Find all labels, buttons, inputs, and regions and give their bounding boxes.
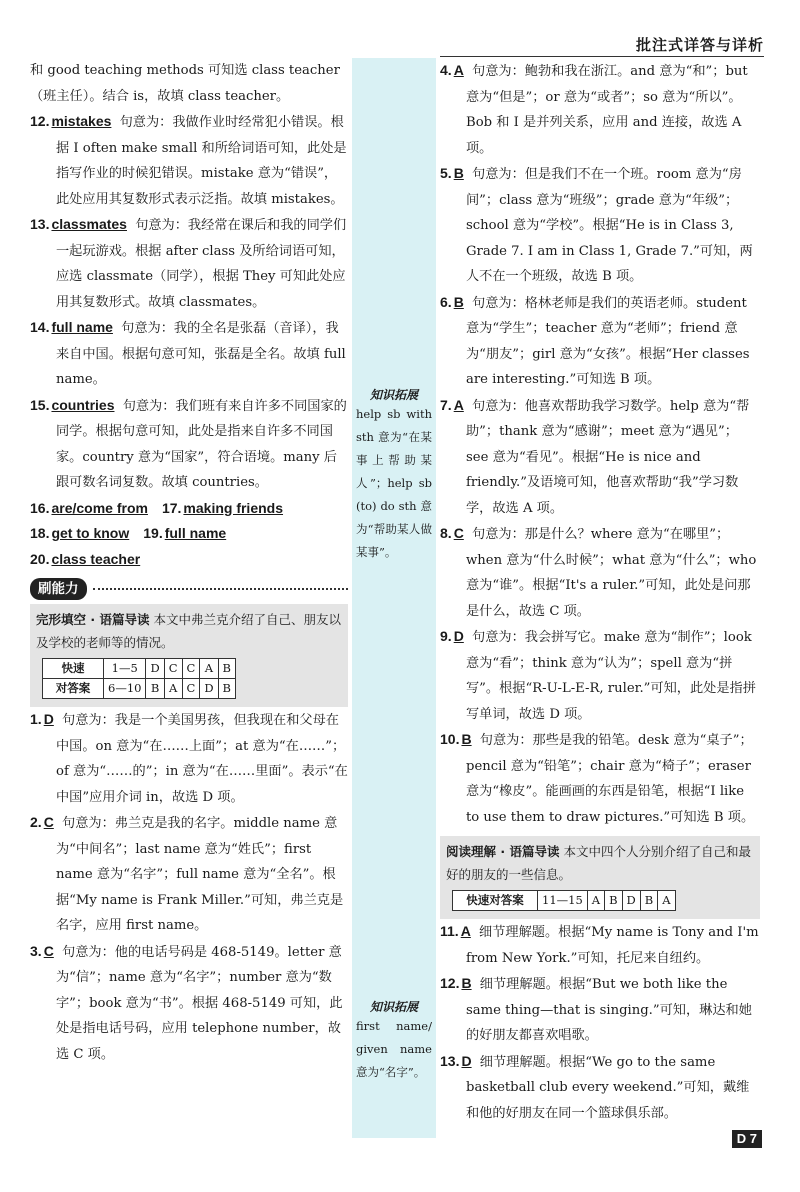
answer-11: 11. A 细节理解题。根据“My name is Tony and I'm from New York.”可知，托尼来自纽约。 — [440, 923, 759, 966]
answer-13-reading: 13. D 细节理解题。根据“We go to the same basketball club every weekend.”可知，戴维和他的好朋友在同一个篮球俱乐部。 — [440, 1052, 750, 1121]
reading-title: 阅读理解 · 语篇导读 — [446, 844, 560, 859]
answer-15: 15. countries 句意为：我们班有来自许多不同国家的同学。根据句意可知，此处是指来自许多不同国家。country 意为“国家”，符合语境。many 后跟可数名词复数。故填 countries。 — [30, 396, 347, 490]
reading-desc: 本文中四个人分别介绍了自己和最好的朋友的一些信息。 — [446, 844, 751, 882]
note-text-1: help sb with sth 意为“在某事上帮助某人”；help sb (to) do sth 意为“帮助某人做某事”。 — [356, 407, 432, 559]
answer-10: 10. B 句意为：那些是我的铅笔。desk 意为“桌子”；pencil 意为“铅笔”；chair 意为“椅子”；eraser 意为“橡皮”。能画画的东西是铅笔，根据“I like to use them to draw pictures.”可知选 B 项。 — [440, 731, 755, 825]
continued-text: 和 good teaching methods 可知选 class teacher（班主任）。结合 is，故填 class teacher。 — [30, 63, 340, 104]
answer-1: 1. D 句意为：我是一个美国男孩，但我现在和父母在中国。on 意为“在……上面”；at 意为“在……”；of 意为“……的”；in 意为“在……里面”。表示“在中国”应用介词 in，故选 D 项。 — [30, 711, 348, 805]
answers-18-19: 18. get to know 19. full name — [30, 525, 227, 541]
answer-9: 9. D 句意为：我会拼写它。make 意为“制作”；look 意为“看”；think 意为“认为”；spell 意为“拼写”。根据“R-U-L-E-R, ruler.”可知，此处是指拼写单词，故选 D 项。 — [440, 628, 756, 722]
answer-12-reading: 12. B 细节理解题。根据“But we both like the same thing—that is singing.”可知，琳达和她的好朋友都喜欢唱歌。 — [440, 975, 752, 1043]
cloze-title: 完形填空 · 语篇导读 — [36, 612, 150, 627]
dotted-divider — [93, 588, 349, 590]
header-rule — [440, 56, 764, 57]
table-row: 对答案 6—10 B A C D B — [43, 679, 236, 699]
table-row: 快速对答案 11—15 A B D B A — [453, 891, 676, 911]
knowledge-note-1 — [352, 386, 436, 564]
cloze-guide — [30, 604, 348, 707]
section-heading — [30, 578, 348, 600]
answer-5: 5. B 句意为：但是我们不在一个班。room 意为“房间”；class 意为“班级”；grade 意为“年级”；school 意为“学校”。根据“He is in Class 3, Grade 7. I am in Class 1, Grade 7.”可知，两人不在一个班级，故选 B 项。 — [440, 165, 753, 284]
note-title-2: 知识拓展 — [369, 1000, 418, 1014]
answer-14: 14. full name 句意为：我的全名是张磊（音译），我来自中国。根据句意可知，张磊是全名。故填 full name。 — [30, 319, 346, 387]
answer-2: 2. C 句意为：弗兰克是我的名字。middle name 意为“中间名”；last name 意为“姓氏”；first name 意为“名字”；full name 意为“全名”。根据“My name is Frank Miller.”可知，弗兰克是名字，应用 first name。 — [30, 814, 344, 933]
table-row: 快速 1—5 D C C A B — [43, 659, 236, 679]
section-badge: 刷能力 — [30, 578, 87, 600]
answer-3: 3. C 句意为：他的电话号码是 468-5149。letter 意为“信”；name 意为“名字”；number 意为“数字”；book 意为“书”。根据 468-5149 可知，此处是指电话号码，应用 telephone number，故选 C 项。 — [30, 942, 343, 1062]
answer-8: 8. C 句意为：那是什么？where 意为“在哪里”；when 意为“什么时候”；what 意为“什么”；who 意为“谁”。根据“It's a ruler.”可知，此处是问那是什么，故选 C 项。 — [440, 525, 757, 619]
right-column — [440, 58, 760, 1126]
page-header: 批注式详答与详析 — [635, 36, 764, 54]
knowledge-note-2 — [352, 998, 436, 1084]
answer-13: 13. classmates 句意为：我经常在课后和我的同学们一起玩游戏。根据 after class 及所给词语可知，应选 classmate（同学），根据 They 可知此处应用其复数形式。故填 classmates。 — [30, 216, 347, 310]
cloze-desc: 本文中弗兰克介绍了自己、朋友以及学校的老师等的情况。 — [36, 612, 341, 650]
note-title-1: 知识拓展 — [369, 388, 418, 402]
answer-6: 6. B 句意为：格林老师是我们的英语老师。student 意为“学生”；teacher 意为“老师”；friend 意为“朋友”；girl 意为“女孩”。根据“Her classes are interesting.”可知选 B 项。 — [440, 293, 750, 387]
note-text-2: first name/ given name 意为“名字”。 — [356, 1019, 432, 1079]
answer-7: 7. A 句意为：他喜欢帮助我学习数学。help 意为“帮助”；thank 意为“感谢”；meet 意为“遇见”；see 意为“看见”。根据“He is nice and friendly.”及语境可知，他喜欢帮助“我”学习数学，故选 A 项。 — [440, 396, 750, 516]
reading-answer-table — [452, 890, 676, 911]
answer-20: 20. class teacher — [30, 550, 141, 567]
answer-12: 12. mistakes 句意为：我做作业时经常犯小错误。根据 I often make small 和所给词语可知，此处是指写作业的时候犯错误。mistake 意为“错误”，此处应用其复数形式表示泛指。故填 mistakes。 — [30, 113, 347, 207]
cloze-answer-table — [42, 658, 236, 699]
answer-4: 4. A 句意为：鲍勃和我在浙江。and 意为“和”；but 意为“但是”；or 意为“或者”；so 意为“所以”。Bob 和 I 是并列关系，应用 and 连接，故选 A 项。 — [440, 62, 748, 156]
reading-guide — [440, 836, 760, 919]
answers-16-17: 16. are/come from 17. making friends — [30, 499, 284, 516]
left-column — [30, 58, 348, 1067]
page-number: D 7 — [732, 1130, 762, 1148]
margin-notes-column — [352, 58, 436, 1138]
